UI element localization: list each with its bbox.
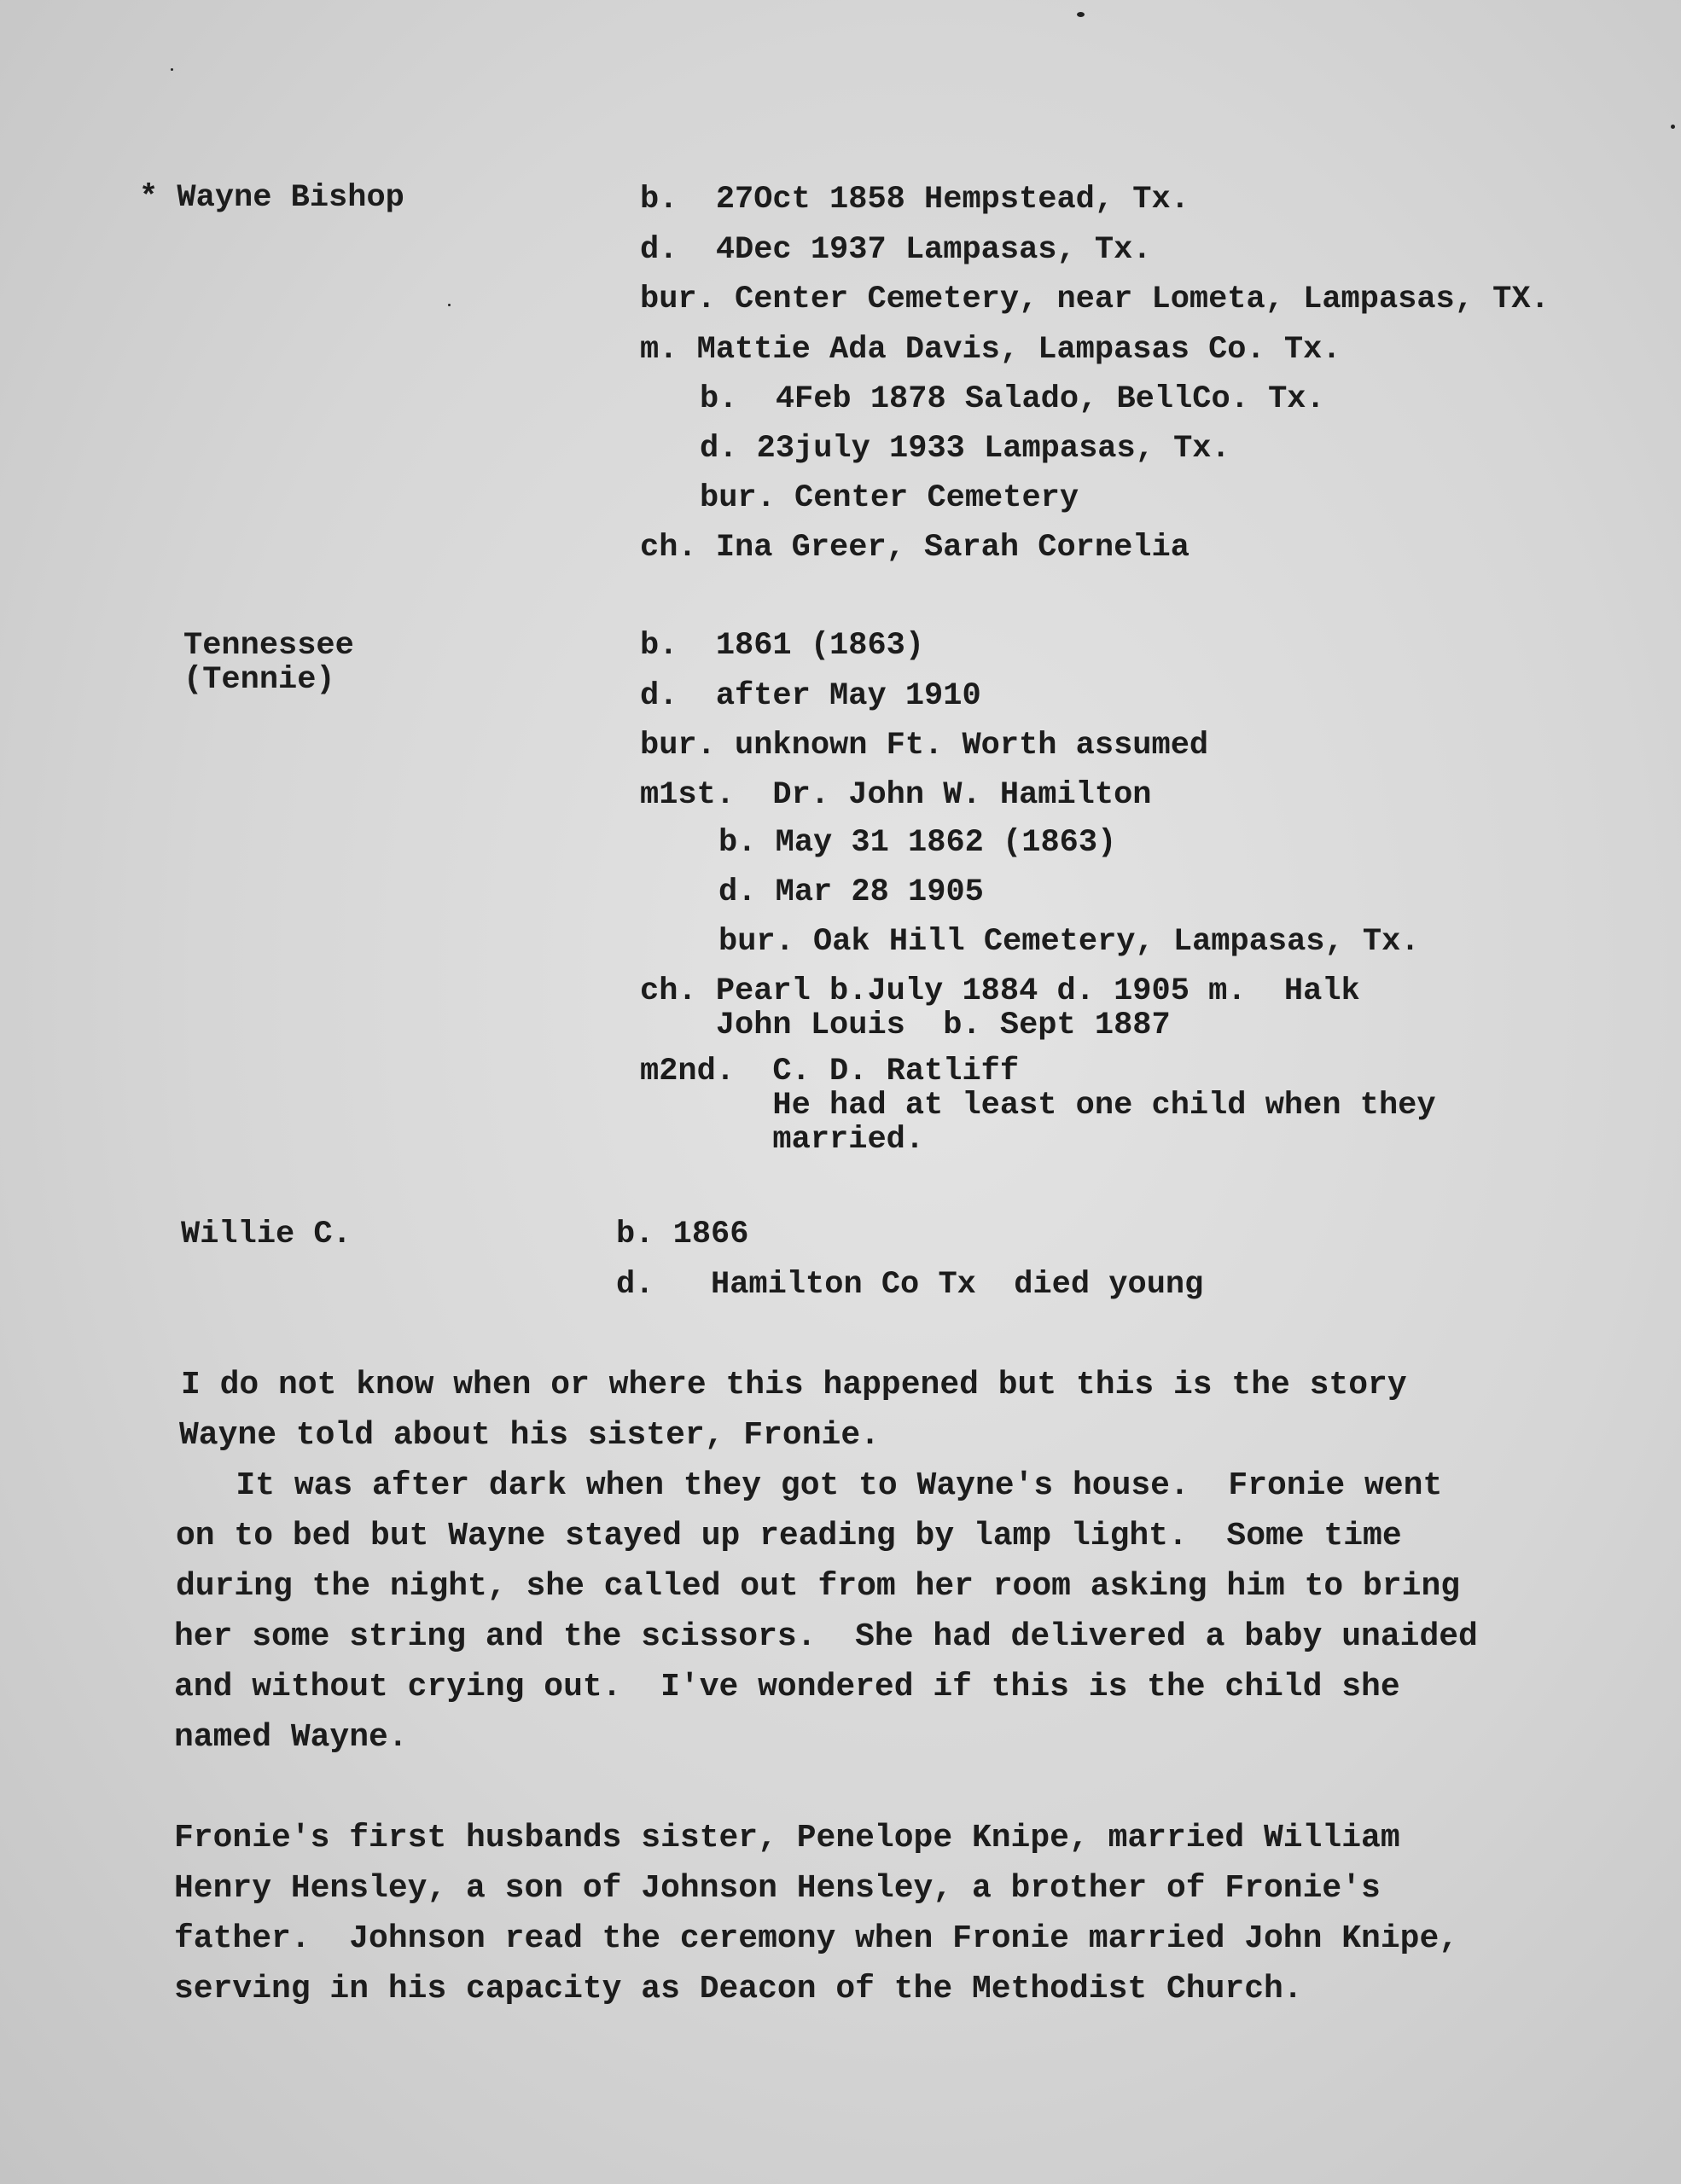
spouse-birth-line: b. May 31 1862 (1863)	[718, 825, 1117, 861]
story-line: It was after dark when they got to Wayne's house. Fronie went	[177, 1467, 1443, 1504]
spouse-burial-line: bur. Oak Hill Cemetery, Lampasas, Tx.	[718, 924, 1420, 960]
spouse-death-line: d. 23july 1933 Lampasas, Tx.	[700, 431, 1230, 467]
paper-mark	[1077, 12, 1085, 17]
family-note-line: serving in his capacity as Deacon of the Methodist Church.	[174, 1971, 1303, 2007]
story-line: during the night, she called out from her room asking him to bring	[176, 1568, 1461, 1605]
person-name: Willie C.	[181, 1217, 352, 1252]
marriage-line: m. Mattie Ada Davis, Lampasas Co. Tx.	[640, 332, 1341, 368]
burial-line: bur. unknown Ft. Worth assumed	[640, 728, 1209, 764]
family-note-line: father. Johnson read the ceremony when Fronie married John Knipe,	[174, 1920, 1459, 1957]
spouse-birth-line: b. 4Feb 1878 Salado, BellCo. Tx.	[700, 381, 1325, 417]
birth-line: b. 1866	[616, 1217, 749, 1252]
story-line: on to bed but Wayne stayed up reading by lamp light. Some time	[176, 1518, 1402, 1554]
second-marriage-line: m2nd. C. D. Ratliff He had at least one child when they married.	[640, 1054, 1436, 1158]
birth-line: b. 27Oct 1858 Hempstead, Tx.	[640, 182, 1189, 218]
death-line: d. Hamilton Co Tx died young	[616, 1267, 1204, 1303]
story-line: her some string and the scissors. She had delivered a baby unaided	[174, 1618, 1478, 1655]
paper-mark	[1671, 125, 1675, 129]
paper-mark	[171, 68, 173, 71]
spouse-burial-line: bur. Center Cemetery	[700, 480, 1079, 516]
death-line: d. after May 1910	[640, 678, 981, 714]
spouse-death-line: d. Mar 28 1905	[718, 874, 984, 910]
paper-mark	[448, 304, 451, 306]
story-line: I do not know when or where this happened but this is the story	[181, 1367, 1407, 1403]
birth-line: b. 1861 (1863)	[640, 628, 925, 664]
story-line: named Wayne.	[174, 1719, 408, 1756]
story-line: and without crying out. I've wondered if this is the child she	[174, 1669, 1400, 1705]
family-note-line: Henry Hensley, a son of Johnson Hensley, a brother of Fronie's	[174, 1870, 1381, 1907]
story-line: Wayne told about his sister, Fronie.	[179, 1417, 880, 1454]
person-name: * Wayne Bishop	[139, 180, 404, 216]
first-marriage-line: m1st. Dr. John W. Hamilton	[640, 777, 1152, 813]
family-note-line: Fronie's first husbands sister, Penelope Knipe, married William	[174, 1820, 1400, 1856]
burial-line: bur. Center Cemetery, near Lometa, Lampasas, TX.	[640, 282, 1550, 317]
death-line: d. 4Dec 1937 Lampasas, Tx.	[640, 232, 1152, 268]
person-name: Tennessee (Tennie)	[183, 628, 354, 698]
children-line: ch. Ina Greer, Sarah Cornelia	[640, 530, 1189, 566]
children-line: ch. Pearl b.July 1884 d. 1905 m. Halk John Louis b. Sept 1887	[640, 973, 1360, 1043]
